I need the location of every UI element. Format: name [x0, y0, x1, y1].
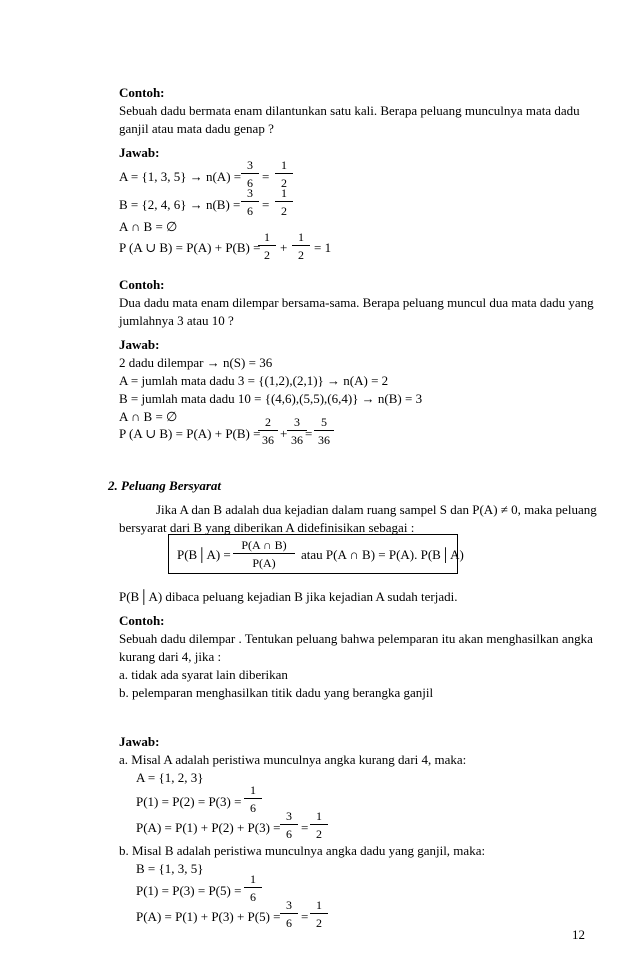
fraction: 1 2 — [292, 230, 310, 262]
example-text-line: Sebuah dadu bermata enam dilantunkan satu kali. Berapa peluang munculnya mata dadu — [119, 103, 580, 118]
equation-text: 2 dadu dilempar → n(S) = 36 — [119, 355, 273, 370]
fraction: 2 36 — [258, 415, 278, 447]
fraction: 3 6 — [241, 186, 259, 218]
fraction: 3 6 — [280, 898, 298, 930]
fraction: 1 2 — [258, 230, 276, 262]
fraction: P(A ∩ B) P(A) — [233, 538, 295, 570]
list-item: a. tidak ada syarat lain diberikan — [119, 667, 288, 682]
example-text-line: Dua dadu mata enam dilempar bersama-sama. Berapa peluang muncul dua mata dadu yang — [119, 295, 594, 310]
equation-text: P(1) = P(2) = P(3) = — [136, 794, 242, 809]
fraction: 1 2 — [310, 898, 328, 930]
example-heading: Contoh: — [119, 85, 165, 100]
example-heading: Contoh: — [119, 613, 165, 628]
equation-text: A = jumlah mata dadu 3 = {(1,2),(2,1)} → n(A) = 2 — [119, 373, 389, 388]
fraction: 1 2 — [275, 158, 293, 190]
example-text-line: kurang dari 4, jika : — [119, 649, 222, 664]
list-item: b. pelemparan menghasilkan titik dadu yang berangka ganjil — [119, 685, 434, 700]
plus-sign: + — [280, 426, 288, 441]
equation-text: B = {1, 3, 5} — [136, 861, 204, 876]
answer-heading: Jawab: — [119, 337, 160, 352]
paragraph-line: bersyarat dari B yang diberikan A didefinisikan sebagai : — [119, 520, 415, 535]
equals-sign: = — [305, 426, 313, 441]
fraction: 3 6 — [280, 809, 298, 841]
fraction: 3 36 — [287, 415, 307, 447]
fraction: 1 2 — [275, 186, 293, 218]
equation-text: A ∩ B = ∅ — [119, 219, 178, 234]
paragraph-line: P(B│A) dibaca peluang kejadian B jika kejadian A sudah terjadi. — [119, 589, 458, 604]
equation-text: P(1) = P(3) = P(5) = — [136, 883, 242, 898]
section-title: 2. Peluang Bersyarat — [108, 478, 222, 493]
equation-text: A = {1, 2, 3} — [136, 770, 204, 785]
fraction: 1 2 — [310, 809, 328, 841]
equation-text: A ∩ B = ∅ — [119, 409, 178, 424]
fraction: 1 6 — [244, 872, 262, 904]
fraction: 3 6 — [241, 158, 259, 190]
list-item: a. Misal A adalah peristiwa munculnya angka kurang dari 4, maka: — [119, 752, 467, 767]
example-heading: Contoh: — [119, 277, 165, 292]
page-number: 12 — [572, 927, 585, 942]
plus-sign: + — [280, 240, 288, 255]
formula-lhs: P(B│A) = — [177, 547, 231, 562]
equation-text: P(A) = P(1) + P(2) + P(3) = — [136, 820, 281, 835]
equals-sign: = — [301, 820, 309, 835]
equation-text: P (A ∪ B) = P(A) + P(B) = — [119, 426, 261, 441]
answer-heading: Jawab: — [119, 734, 160, 749]
equals-sign: = — [262, 197, 270, 212]
answer-heading: Jawab: — [119, 145, 160, 160]
equation-text: B = {2, 4, 6} → n(B) = — [119, 197, 241, 212]
list-item: b. Misal B adalah peristiwa munculnya angka dadu yang ganjil, maka: — [119, 843, 486, 858]
definition-box — [168, 534, 464, 574]
equation-text: P(A) = P(1) + P(3) + P(5) = — [136, 909, 281, 924]
formula-rhs: atau P(A ∩ B) = P(A). P(B│A) — [301, 547, 464, 562]
example-text-line: Sebuah dadu dilempar . Tentukan peluang bahwa pelemparan itu akan menghasilkan angka — [119, 631, 593, 646]
fraction: 5 36 — [314, 415, 334, 447]
example-text-line: ganjil atau mata dadu genap ? — [119, 121, 274, 136]
example-text-line: jumlahnya 3 atau 10 ? — [119, 313, 234, 328]
paragraph-line: Jika A dan B adalah dua kejadian dalam ruang sampel S dan P(A) ≠ 0, maka peluang — [156, 502, 597, 517]
equation-result: = 1 — [314, 240, 332, 255]
equals-sign: = — [301, 909, 309, 924]
equation-text: P (A ∪ B) = P(A) + P(B) = — [119, 240, 261, 255]
equals-sign: = — [262, 169, 270, 184]
fraction: 1 6 — [244, 783, 262, 815]
equation-text: A = {1, 3, 5} → n(A) = — [119, 169, 242, 184]
equation-text: B = jumlah mata dadu 10 = {(4,6),(5,5),(6,4)} → n(B) = 3 — [119, 391, 423, 406]
